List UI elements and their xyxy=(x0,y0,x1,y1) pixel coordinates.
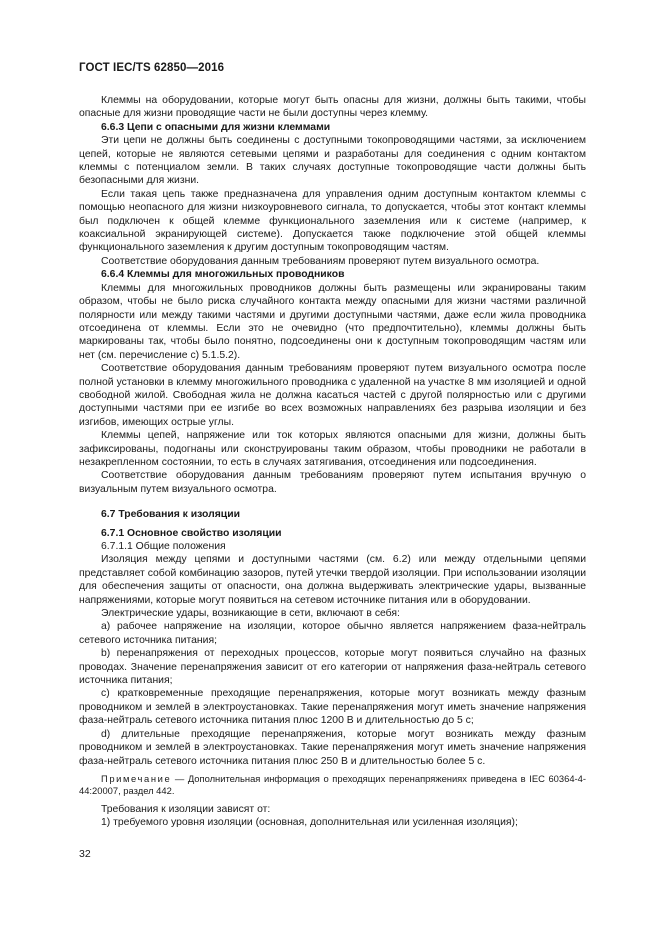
paragraph: Соответствие оборудования данным требованиям проверяют путем визуального осмотра после полной установки в клемму многожильного проводника с удаленной на участке 8 мм изоляцией и одной свободной жилой. Свободная жила не должна касаться частей с другой полярностью или с другими доступными частями при ее изгибе во всех возможных направлениях без разрыва изоляции и без изгибов, имеющих острые углы. xyxy=(79,363,586,428)
paragraph: Эти цепи не должны быть соединены с доступными токопроводящими частями, за исключением цепей, которые не являются сетевыми цепями и разработаны для соединения с одним контактом клеммы с потенциалом земли. В таких случаях доступные токопроводящие части должны быть безопасными для жизни. xyxy=(79,135,586,187)
note xyxy=(79,773,586,798)
list-item-d: d) длительные преходящие перенапряжения, которые могут возникать между фазным проводником и землей в электроустановках. Такие перенапряжения могут иметь значение напряжения фаза-нейтраль сетевого источника питания плюс 250 В и длительностью более 5 с. xyxy=(79,728,586,767)
paragraph: Если такая цепь также предназначена для управления одним доступным контактом клеммы с помощью неопасного для жизни низкоуровневого сигнала, то допускается, чтобы этот контакт клеммы был подключен к общей клемме функционального заземления или к системе (например, к коаксиальной экранирующей системе). Допускается также подключение этой общей клеммы функционального заземления к другим доступным токопроводящим частям. xyxy=(79,188,586,254)
spacer xyxy=(79,496,586,508)
paragraph: Соответствие оборудования данным требованиям проверяют путем визуального осмотра. xyxy=(101,255,540,267)
page-number: 32 xyxy=(79,848,91,860)
section-heading-6-7: 6.7 Требования к изоляции xyxy=(101,509,240,521)
note-text: — Дополнительная информация о преходящих перенапряжениях приведена в IEC 60364-4-44:20007, раздел 442. xyxy=(79,772,586,797)
paragraph: Клеммы для многожильных проводников должны быть размещены или экранированы таким образом, чтобы не было риска случайного контакта между опасными для жизни частями различной полярности или между такими частями и другими доступными частями, даже если жила проводника отсоединена от клеммы. Если это не очевидно (что предпочтительно), клеммы должны быть маркированы так, чтобы было понятно, подсоединены они к доступным токопроводящим частям или нет (см. перечисление с) 5.1.5.2). xyxy=(79,282,586,361)
list-item-c: c) кратковременные преходящие перенапряжения, которые могут возникать между фазным проводником и землей в электроустановках. Такие перенапряжения могут иметь значение напряжения фаза-нейтраль сетевого источника питания плюс 1200 В и длительностью до 5 с; xyxy=(79,688,586,727)
paragraph: Требования к изоляции зависят от: xyxy=(101,803,271,815)
note-label: Примечание xyxy=(101,772,172,784)
paragraph: Соответствие оборудования данным требованиям проверяют путем испытания вручную о визуальным путем визуального осмотра. xyxy=(79,470,586,495)
paragraph: Клеммы цепей, напряжение или ток которых являются опасными для жизни, должны быть зафиксированы, подогнаны или сконструированы таким образом, чтобы проводники не работали в незакрепленном состоянии, то есть в случаях затягивания, отсоединения или подсоединения. xyxy=(79,430,586,468)
section-heading-6-6-3: 6.6.3 Цепи с опасными для жизни клеммами xyxy=(101,121,331,133)
document-header: ГОСТ IEC/TS 62850—2016 xyxy=(79,62,225,74)
list-item-1: 1) требуемого уровня изоляции (основная, дополнительная или усиленная изоляция); xyxy=(101,817,518,829)
section-heading-6-6-4: 6.6.4 Клеммы для многожильных проводников xyxy=(101,269,345,281)
paragraph: Электрические удары, возникающие в сети, включают в себя: xyxy=(101,608,400,620)
section-heading-6-7-1: 6.7.1 Основное свойство изоляции xyxy=(101,527,282,539)
list-item-a: a) рабочее напряжение на изоляции, которое обычно является напряжением фаза-нейтраль сетевого источника питания; xyxy=(79,621,586,646)
list-item-b: b) перенапряжения от переходных процессов, которые могут появиться случайно на фазных проводах. Значение перенапряжения зависит от его категории от напряжения фаза-нейтраль сетевого источника питания; xyxy=(79,648,586,687)
section-heading-6-7-1-1: 6.7.1.1 Общие положения xyxy=(101,541,226,552)
paragraph: Клеммы на оборудовании, которые могут быть опасны для жизни, должны быть такими, чтобы опасные для жизни проводящие части не были доступны через клемму. xyxy=(79,95,586,120)
paragraph: Изоляция между цепями и доступными частями (см. 6.2) или между отдельными цепями представляет собой комбинацию зазоров, путей утечки твердой изоляции. При использовании изоляции для обеспечения защиты от опасности, она должна выдерживать электрические удары, вызванные напряжениями, которые могут появиться на сетевом источнике питания или в оборудовании. xyxy=(79,554,586,606)
document-body xyxy=(79,94,586,830)
